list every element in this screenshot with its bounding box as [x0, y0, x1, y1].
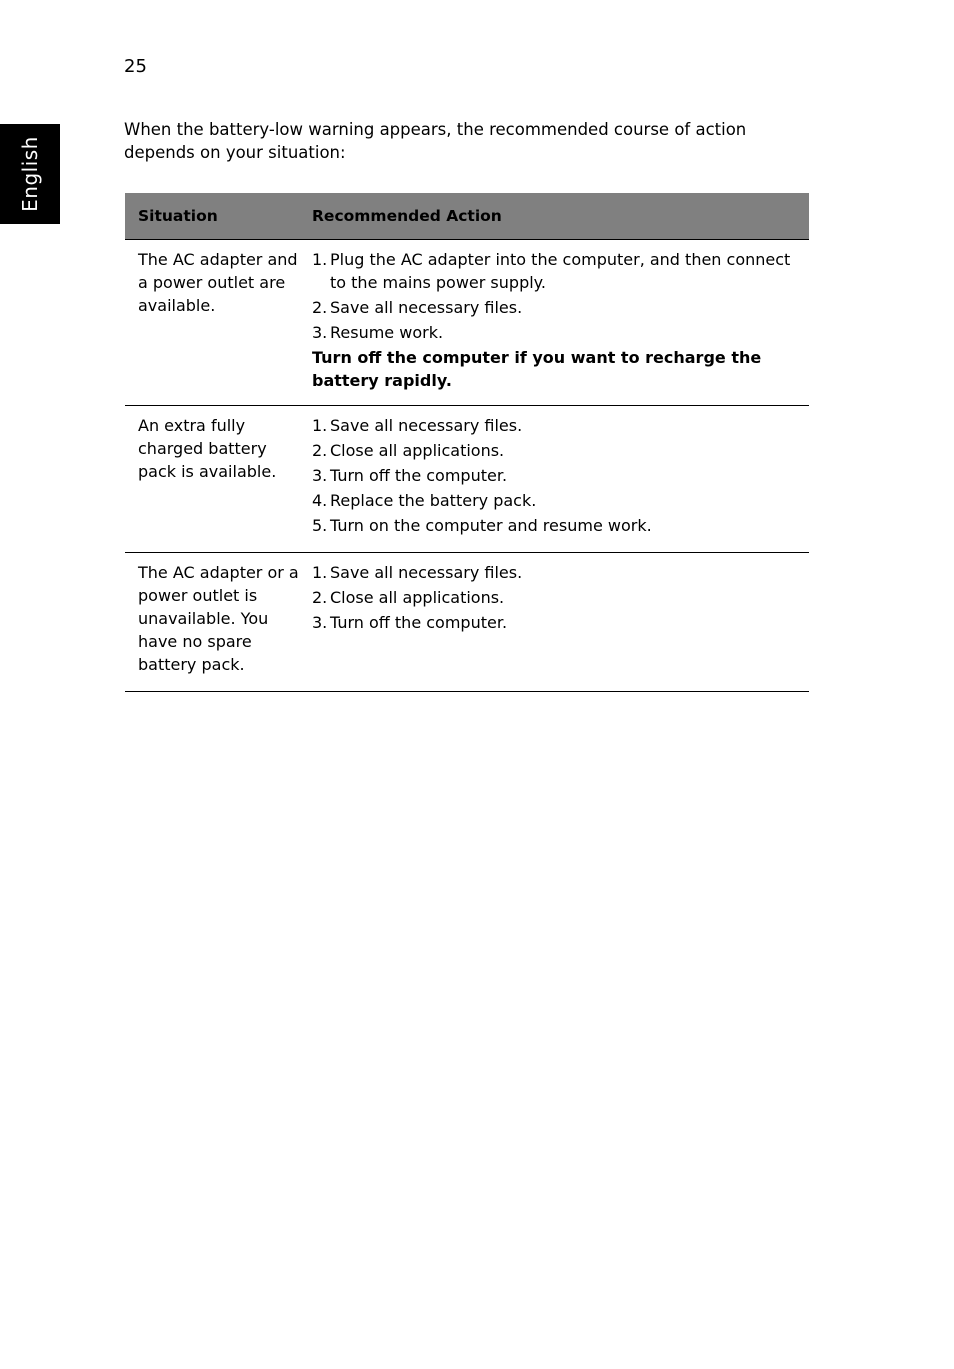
- header-situation: Situation: [138, 207, 218, 225]
- step-text: Save all necessary files.: [330, 298, 523, 317]
- step-text: Resume work.: [330, 323, 444, 342]
- situation-cell: The AC adapter or a power outlet is unavailable. You have no spare battery pack.: [138, 563, 299, 674]
- action-step: [312, 248, 799, 294]
- situation-cell: The AC adapter and a power outlet are available.: [138, 250, 298, 315]
- table-header: [125, 193, 809, 240]
- step-text: Save all necessary files.: [330, 563, 523, 582]
- action-step: [312, 561, 799, 584]
- action-cell: [312, 553, 809, 691]
- step-number: 5.: [312, 516, 328, 535]
- step-number: 2.: [312, 298, 328, 317]
- situation-cell: An extra fully charged battery pack is available.: [138, 416, 277, 481]
- action-step: [312, 321, 799, 344]
- header-recommended-action: Recommended Action: [312, 207, 502, 225]
- action-step: [312, 439, 799, 462]
- step-text: Plug the AC adapter into the computer, and then connect to the mains power supply.: [330, 250, 791, 292]
- step-number: 1.: [312, 563, 328, 582]
- step-text: Replace the battery pack.: [330, 491, 537, 510]
- action-step: [312, 296, 799, 319]
- table-row: [125, 553, 809, 692]
- step-number: 2.: [312, 588, 328, 607]
- table-row: [125, 406, 809, 553]
- step-number: 3.: [312, 613, 328, 632]
- step-text: Save all necessary files.: [330, 416, 523, 435]
- action-cell: [312, 240, 809, 405]
- step-text: Close all applications.: [330, 588, 505, 607]
- intro-paragraph: When the battery-low warning appears, the recommended course of action depends on your situation:: [124, 120, 747, 162]
- step-text: Turn on the computer and resume work.: [330, 516, 652, 535]
- action-cell: [312, 406, 809, 552]
- action-step: [312, 514, 799, 537]
- battery-action-table: [125, 193, 809, 692]
- step-number: 3.: [312, 466, 328, 485]
- language-tab-label: English: [18, 136, 42, 212]
- step-number: 2.: [312, 441, 328, 460]
- action-step: [312, 611, 799, 634]
- step-text: Close all applications.: [330, 441, 505, 460]
- step-number: 1.: [312, 250, 328, 269]
- step-text: Turn off the computer.: [330, 613, 508, 632]
- step-text: Turn off the computer.: [330, 466, 508, 485]
- action-step: [312, 586, 799, 609]
- action-step: [312, 414, 799, 437]
- step-number: 4.: [312, 491, 328, 510]
- step-number: 3.: [312, 323, 328, 342]
- action-step: [312, 489, 799, 512]
- action-step: [312, 464, 799, 487]
- action-note: Turn off the computer if you want to recharge the battery rapidly.: [312, 348, 762, 390]
- table-row: [125, 240, 809, 406]
- page-number: 25: [124, 56, 147, 77]
- step-number: 1.: [312, 416, 328, 435]
- language-tab: [0, 124, 60, 224]
